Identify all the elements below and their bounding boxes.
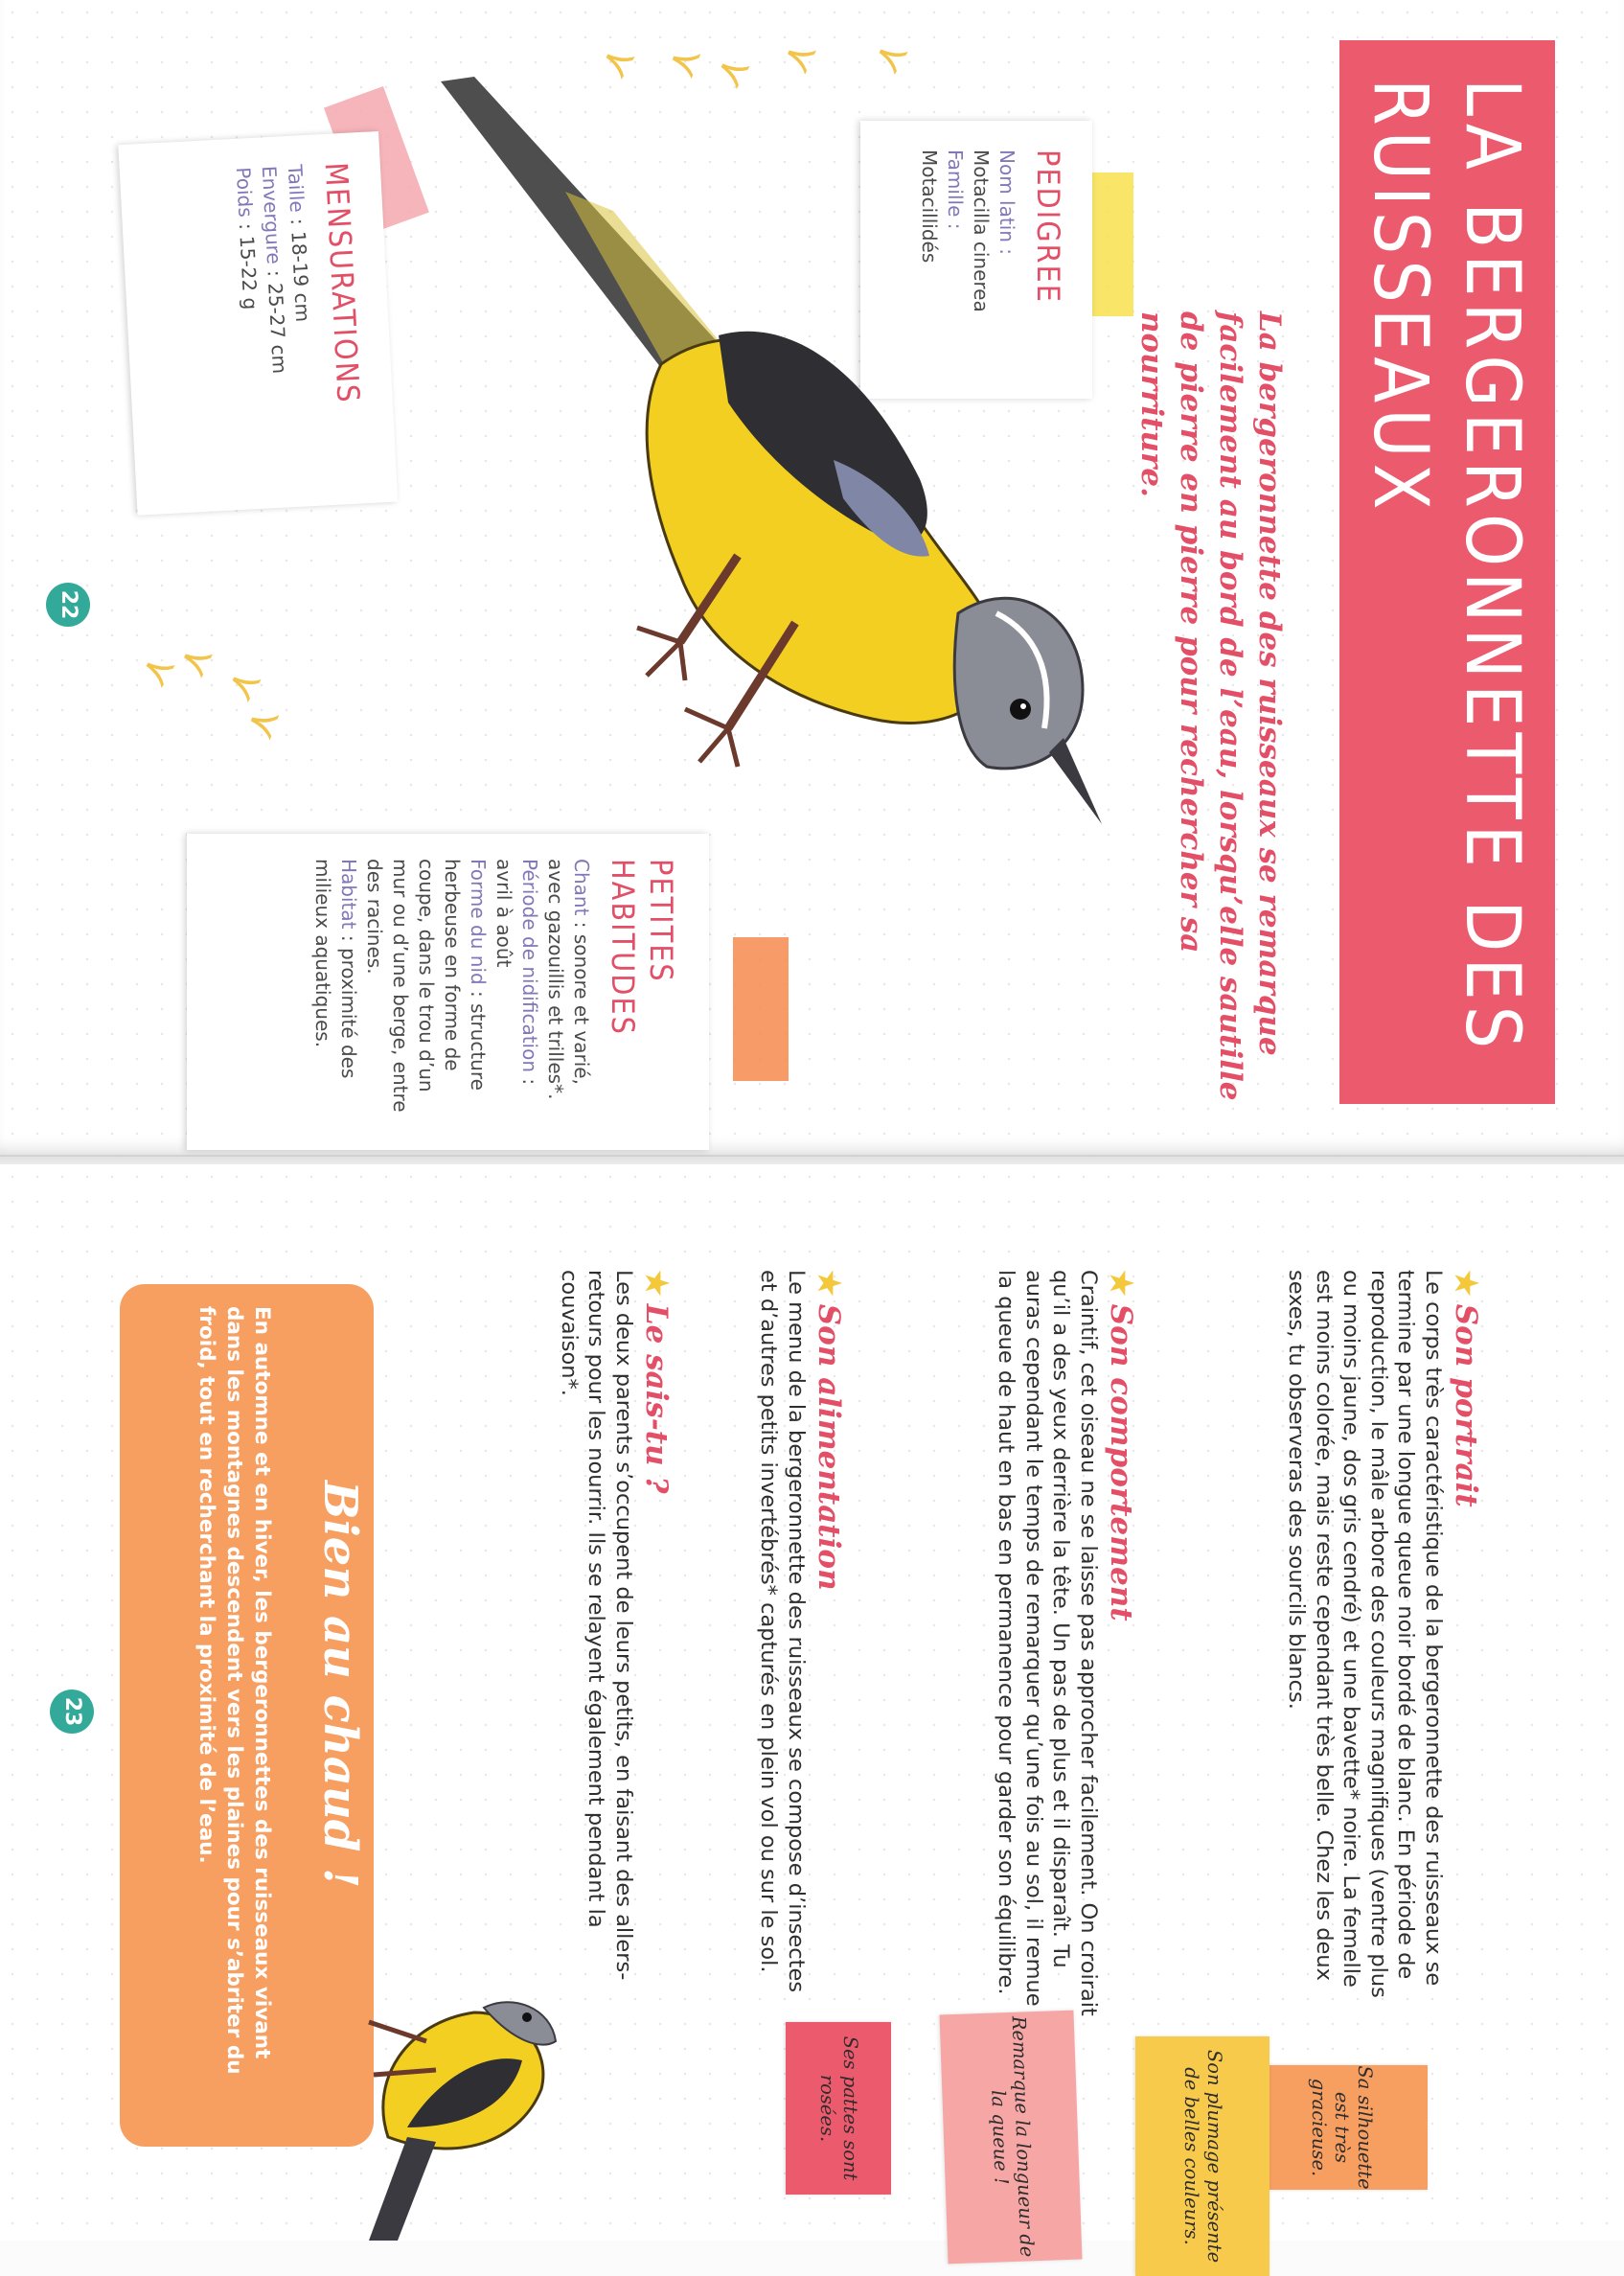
latin-name-value: Motacilla cinerea [970, 149, 993, 312]
orange-tape [733, 937, 789, 1081]
footprint-icon: ⋎ [169, 637, 227, 686]
habitudes-title: PETITES HABITUDES [605, 859, 679, 1036]
section-le-sais-tu [556, 1270, 676, 2017]
portrait-title: Son portrait [1449, 1303, 1483, 1507]
bien-au-chaud-title: Bien au chaud ! [313, 1481, 367, 1889]
footprint-icon: ⋎ [862, 32, 922, 84]
star-icon: ★ [1104, 1270, 1138, 1297]
page-23 [0, 1164, 1624, 2264]
size-value: : 18-19 cm [286, 212, 315, 323]
le-sais-tu-text: Les deux parents s’occupent de leurs petits, en faisant des allers-retours pour les nourrir. Ils se relayent également pendant la couvaison*. [557, 1270, 636, 1981]
title-band [1339, 40, 1555, 1104]
page-number: 22 [46, 583, 90, 627]
wingspan-value: : 25-27 cm [263, 264, 292, 375]
pedigree-title: PEDIGREE [1030, 149, 1066, 304]
section-portrait [1283, 1270, 1485, 2017]
footprint-icon: ⋎ [236, 701, 293, 747]
bird-beak [1049, 738, 1102, 824]
comportement-title: Son comportement [1104, 1303, 1138, 1621]
latin-name-label: Nom latin : [995, 149, 1018, 256]
size-label: Taille [283, 163, 309, 214]
footprint-icon: ⋎ [589, 36, 649, 89]
alimentation-text: Le menu de la bergeronnette des ruisseaux se compose d’insectes et d’autres petits invertébrés* capturés en plein vol ou sur le sol. [756, 1270, 809, 1993]
family-value: Motacillidés [918, 149, 941, 264]
song-value: : sonore et varié, avec gazouillis et trilles*. [544, 859, 593, 1100]
habitat-label: Habitat [337, 859, 360, 930]
song-label: Chant [570, 859, 593, 916]
star-icon: ★ [812, 1270, 846, 1297]
mensurations-title: MENSURATIONS [317, 161, 367, 405]
note-pattes: Ses pattes sont rosées. [786, 2022, 891, 2195]
small-bird-eye [522, 2012, 532, 2022]
section-alimentation [755, 1270, 848, 2017]
section-comportement [993, 1270, 1140, 2017]
le-sais-tu-title: Le sais-tu ? [639, 1303, 674, 1494]
wagtail-illustration [422, 77, 1111, 824]
mensurations-card [118, 131, 398, 516]
note-silhouette: Sa silhouette est très gracieuse. [1255, 2065, 1428, 2190]
family-label: Famille : [944, 149, 967, 230]
small-bird-leg [369, 2022, 426, 2041]
footprint-icon: ⋎ [772, 34, 831, 82]
note-queue: Remarque la longueur de la queue ! [940, 2011, 1083, 2265]
note-plumage: Son plumage présente de belles couleurs. [1135, 2036, 1269, 2276]
small-wagtail-illustration [331, 1984, 580, 2241]
comportement-text: Craintif, cet oiseau ne se laisse pas approcher facilement. On croirait qu’il a des yeux derrière la tête. Un pas de plus et il disparaît. Tu auras cependant le temps de remarquer qu’une fois au sol, il remue la queue de haut en bas en permanence pour garder son équilibre. [994, 1270, 1101, 2016]
page-number: 23 [50, 1690, 94, 1734]
alimentation-title: Son alimentation [812, 1303, 846, 1591]
nesting-label: Période de nidification [518, 859, 541, 1073]
nesting-value: : avril à août [492, 859, 541, 1086]
small-bird-tail [369, 2137, 436, 2241]
footprint-icon: ⋎ [129, 645, 189, 698]
portrait-text: Le corps très caractéristique de la bergeronnette des ruisseaux se termine par une longue queue noir bordé de blanc. En période de reproduction, le mâle arbore des couleurs magnifiques (ventre plus ou moins jaune, dos gris cendré) et une bavette* noire. La femelle est moins colorée, mais reste cependant très belle. Chez les deux sexes, tu observeras des sourcils blancs. [1284, 1270, 1446, 1998]
weight-label: Poids [231, 166, 258, 218]
nest-label: Forme du nid [467, 859, 490, 985]
habitudes-card [187, 834, 709, 1150]
footprint-icon: ⋎ [216, 659, 275, 712]
star-icon: ★ [639, 1270, 674, 1297]
bird-foot-2 [637, 628, 685, 680]
star-icon: ★ [1449, 1270, 1483, 1297]
nest-value: : structure herbeuse en forme de coupe, dans le trou d’un mur ou d’une berge, entre des racines. [363, 859, 490, 1113]
page-title: LA BERGERONNETTE DES RUISSEAUX [1357, 79, 1535, 1055]
footprint-icon: ⋎ [704, 46, 764, 99]
weight-value: : 15-22 g [234, 217, 263, 310]
intro-text: La bergeronnette des ruisseaux se remarque facilement au bord de l’eau, lorsqu’elle sautille de pierre en pierre pour rechercher sa nourriture. [1134, 311, 1287, 1101]
habitat-value: : proximité des milieux aquatiques. [311, 859, 360, 1079]
footprint-icon: ⋎ [657, 39, 715, 86]
bird-eye [1010, 699, 1031, 720]
wingspan-label: Envergure [257, 165, 286, 265]
bien-au-chaud-text: En automne et en hiver, les bergeronnettes des ruisseaux vivant dans les montagnes descendent vers les plaines pour s’abriter du froid, tout en recherchant la proximité de l’eau. [194, 1306, 274, 2075]
